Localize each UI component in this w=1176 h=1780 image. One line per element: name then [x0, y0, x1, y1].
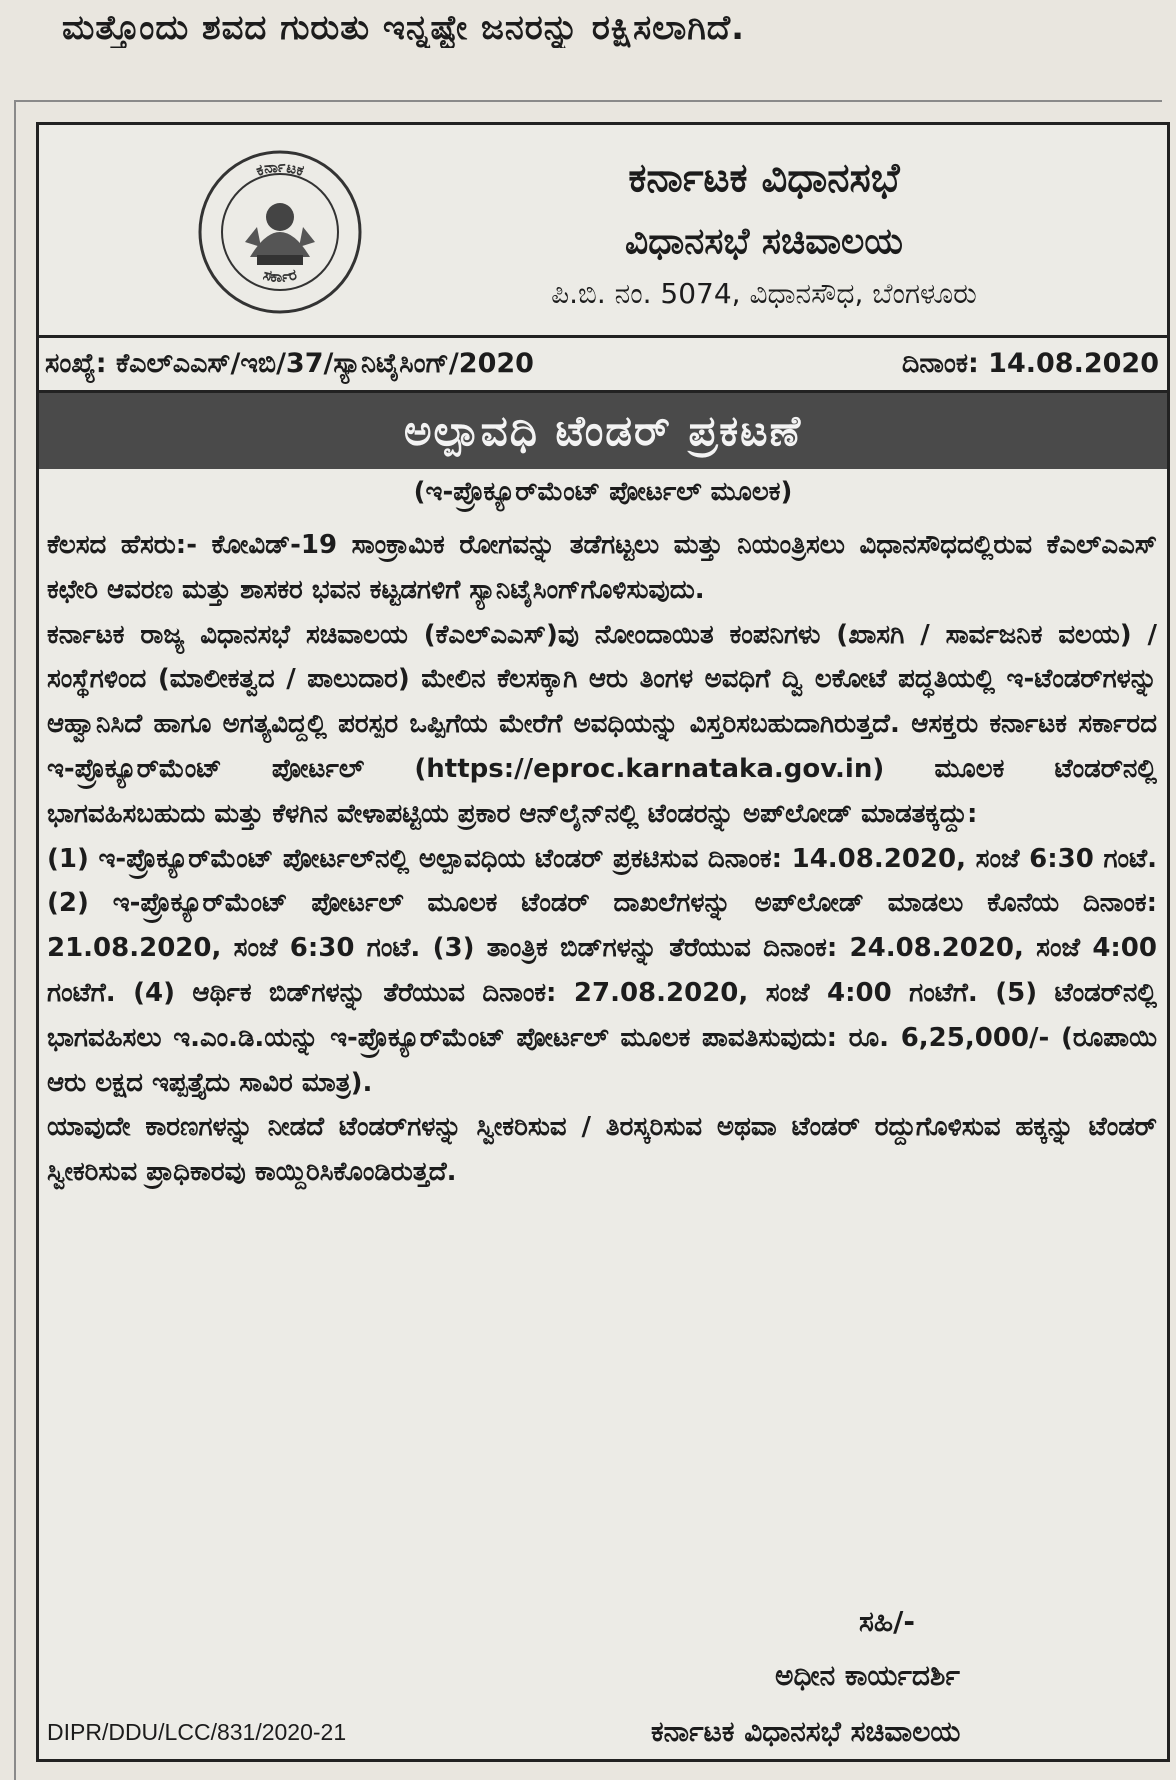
invitation-paragraph — [47, 613, 1157, 837]
secretariat-name: ವಿಧಾನಸಭೆ ಸಚಿವಾಲಯ — [625, 221, 903, 262]
address: ಪಿ.ಬಿ. ನಂ. 5074, ವಿಧಾನಸೌಧ, ಬೆಂಗಳೂರು — [551, 277, 977, 310]
tender-notice — [36, 122, 1170, 1762]
signatory-office: ಕರ್ನಾಟಕ ವಿಧಾನಸಭೆ ಸಚಿವಾಲಯ — [651, 1715, 961, 1748]
schedule-text: (1) ಇ-ಪ್ರೊಕ್ಯೂರ್‌ಮೆಂಟ್ ಪೋರ್ಟಲ್‌ನಲ್ಲಿ ಅಲ್ಪಾವಧಿಯ ಟೆಂಡರ್ ಪ್ರಕಟಿಸುವ ದಿನಾಂಕ: 14.08.2020, ಸಂಜೆ 6:30 ಗಂಟೆ. (2) ಇ-ಪ್ರೊಕ್ಯೂರ್‌ಮೆಂಟ್ ಪೋರ್ಟಲ್ ಮೂಲಕ ಟೆಂಡರ್ ದಾಖಲೆಗಳನ್ನು ಅಪ್‌ಲೋಡ್ ಮಾಡಲು ಕೊನೆಯ ದಿನಾಂಕ: 21.08.2020, ಸಂಜೆ 6:30 ಗಂಟೆ. (3) ತಾಂತ್ರಿಕ ಬಿಡ್‌ಗಳನ್ನು ತೆರೆಯುವ ದಿನಾಂಕ: 24.08.2020, ಸಂಜೆ 4:00 ಗಂಟೆಗೆ. (4) ಆರ್ಥಿಕ ಬಿಡ್‌ಗಳನ್ನು ತೆರೆಯುವ ದಿನಾಂಕ: 27.08.2020, ಸಂಜೆ 4:00 ಗಂಟೆಗೆ. (5) ಟೆಂಡರ್‌ನಲ್ಲಿ ಭಾಗವಹಿಸಲು ಇ.ಎಂ.ಡಿ.ಯನ್ನು ಇ-ಪ್ರೊಕ್ಯೂರ್‌ಮೆಂಟ್ ಪೋರ್ಟಲ್ ಮೂಲಕ ಪಾವತಿಸುವುದು: — [47, 843, 1157, 1053]
notice-subtitle: (ಇ-ಪ್ರೊಕ್ಯೂರ್‌ಮೆಂಟ್ ಪೋರ್ಟಲ್ ಮೂಲಕ) — [413, 477, 793, 507]
svg-text:ಕರ್ನಾಟಕ — [254, 157, 307, 180]
svg-text:ಸರ್ಕಾರ — [261, 265, 298, 285]
rights-paragraph: ಯಾವುದೇ ಕಾರಣಗಳನ್ನು ನೀಡದೆ ಟೆಂಡರ್‌ಗಳನ್ನು ಸ್ವೀಕರಿಸುವ / ತಿರಸ್ಕರಿಸುವ ಅಥವಾ ಟೆಂಡರ್ ರದ್ದುಗೊಳಿಸುವ ಹಕ್ಕನ್ನು ಟೆಂಡರ್ ಸ್ವೀಕರಿಸುವ ಪ್ರಾಧಿಕಾರವು ಕಾಯ್ದಿರಿಸಿಕೊಂಡಿರುತ್ತದೆ. — [47, 1112, 1157, 1188]
work-description: ಕೋವಿಡ್-19 ಸಾಂಕ್ರಾಮಿಕ ರೋಗವನ್ನು ತಡೆಗಟ್ಟಲು ಮತ್ತು ನಿಯಂತ್ರಿಸಲು ವಿಧಾನಸೌಧದಲ್ಲಿರುವ ಕೆಎಲ್‌ಎಎಸ್ ಕಛೇರಿ ಆವರಣ ಮತ್ತು ಶಾಸಕರ ಭವನ ಕಟ್ಟಡಗಳಿಗೆ ಸ್ಯಾನಿಟೈಸಿಂಗ್‌ಗೊಳಿಸುವುದು. — [47, 530, 1157, 605]
notice-body — [47, 523, 1157, 1195]
work-label: ಕೆಲಸದ ಹೆಸರು:- — [47, 530, 197, 560]
work-paragraph — [47, 523, 1157, 613]
portal-url: (https://eproc.karnataka.gov.in) — [414, 753, 885, 784]
previous-article-text: ಮತ್ತೊಂದು ಶವದ ಗುರುತು ಇನ್ನಷ್ಟೇ ಜನರನ್ನು ರಕ್ಷಿಸಲಾಗಿದೆ. — [62, 8, 746, 48]
reference-row — [39, 335, 1167, 393]
emd-amount: ರೂ. 6,25,000/- (ರೂಪಾಯಿ ಆರು ಲಕ್ಷದ ಇಪ್ಪತ್ತೈದು ಸಾವಿರ ಮಾತ್ರ). — [47, 1022, 1158, 1098]
signatory-designation: ಅಧೀನ ಕಾರ್ಯದರ್ಶಿ — [775, 1659, 960, 1692]
karnataka-emblem-icon — [195, 147, 365, 317]
org-name: ಕರ್ನಾಟಕ ವಿಧಾನಸಭೆ — [628, 155, 900, 201]
emblem-bottom-text: ಸರ್ಕಾರ — [261, 265, 299, 286]
dipr-code: DIPR/DDU/LCC/831/2020-21 — [47, 1719, 347, 1745]
notice-header — [39, 125, 1167, 333]
notice-title-banner: ಅಲ್ಪಾವಧಿ ಟೆಂಡರ್ ಪ್ರಕಟಣೆ — [39, 393, 1167, 469]
signature-mark: ಸಹಿ/- — [859, 1605, 915, 1638]
emblem-top-text: ಕರ್ನಾಟಕ — [253, 157, 307, 180]
invitation-text-cont: ಮೂಲಕ ಟೆಂಡರ್‌ನಲ್ಲಿ ಭಾಗವಹಿಸಬಹುದು ಮತ್ತು ಕೆಳಗಿನ ವೇಳಾಪಟ್ಟಿಯ ಪ್ರಕಾರ ಆನ್‌ಲೈನ್‌ನಲ್ಲಿ ಟೆಂಡರನ್ನು ಅಪ್‌ಲೋಡ್ ಮಾಡತಕ್ಕದ್ದು: — [47, 753, 1157, 829]
invitation-text: ಕರ್ನಾಟಕ ರಾಜ್ಯ ವಿಧಾನಸಭೆ ಸಚಿವಾಲಯ (ಕೆಎಲ್‌ಎಎಸ್)ವು ನೋಂದಾಯಿತ ಕಂಪನಿಗಳು (ಖಾಸಗಿ / ಸಾರ್ವಜನಿಕ ವಲಯ) / ಸಂಸ್ಥೆಗಳಿಂದ (ಮಾಲೀಕತ್ವದ / ಪಾಲುದಾರ) ಮೇಲಿನ ಕೆಲಸಕ್ಕಾಗಿ ಆರು ತಿಂಗಳ ಅವಧಿಗೆ ದ್ವಿ ಲಕೋಟೆ ಪದ್ಧತಿಯಲ್ಲಿ ಇ-ಟೆಂಡರ್‌ಗಳನ್ನು ಆಹ್ವಾನಿಸಿದೆ ಹಾಗೂ ಅಗತ್ಯವಿದ್ದಲ್ಲಿ ಪರಸ್ಪರ ಒಪ್ಪಿಗೆಯ ಮೇರೆಗೆ ಅವಧಿಯನ್ನು ವಿಸ್ತರಿಸಬಹುದಾಗಿರುತ್ತದೆ. ಆಸಕ್ತರು ಕರ್ನಾಟಕ ಸರ್ಕಾರದ ಇ-ಪ್ರೊಕ್ಯೂರ್‌ಮೆಂಟ್ ಪೋರ್ಟಲ್ — [47, 619, 1157, 784]
reference-date: ದಿನಾಂಕ: 14.08.2020 — [901, 348, 1159, 379]
reference-number: ಸಂಖ್ಯೆ: ಕೆಎಲ್‌ಎಎಸ್/ಇಬಿ/37/ಸ್ಯಾನಿಟೈಸಿಂಗ್/2020 — [45, 348, 534, 379]
schedule-paragraph — [47, 837, 1157, 1106]
